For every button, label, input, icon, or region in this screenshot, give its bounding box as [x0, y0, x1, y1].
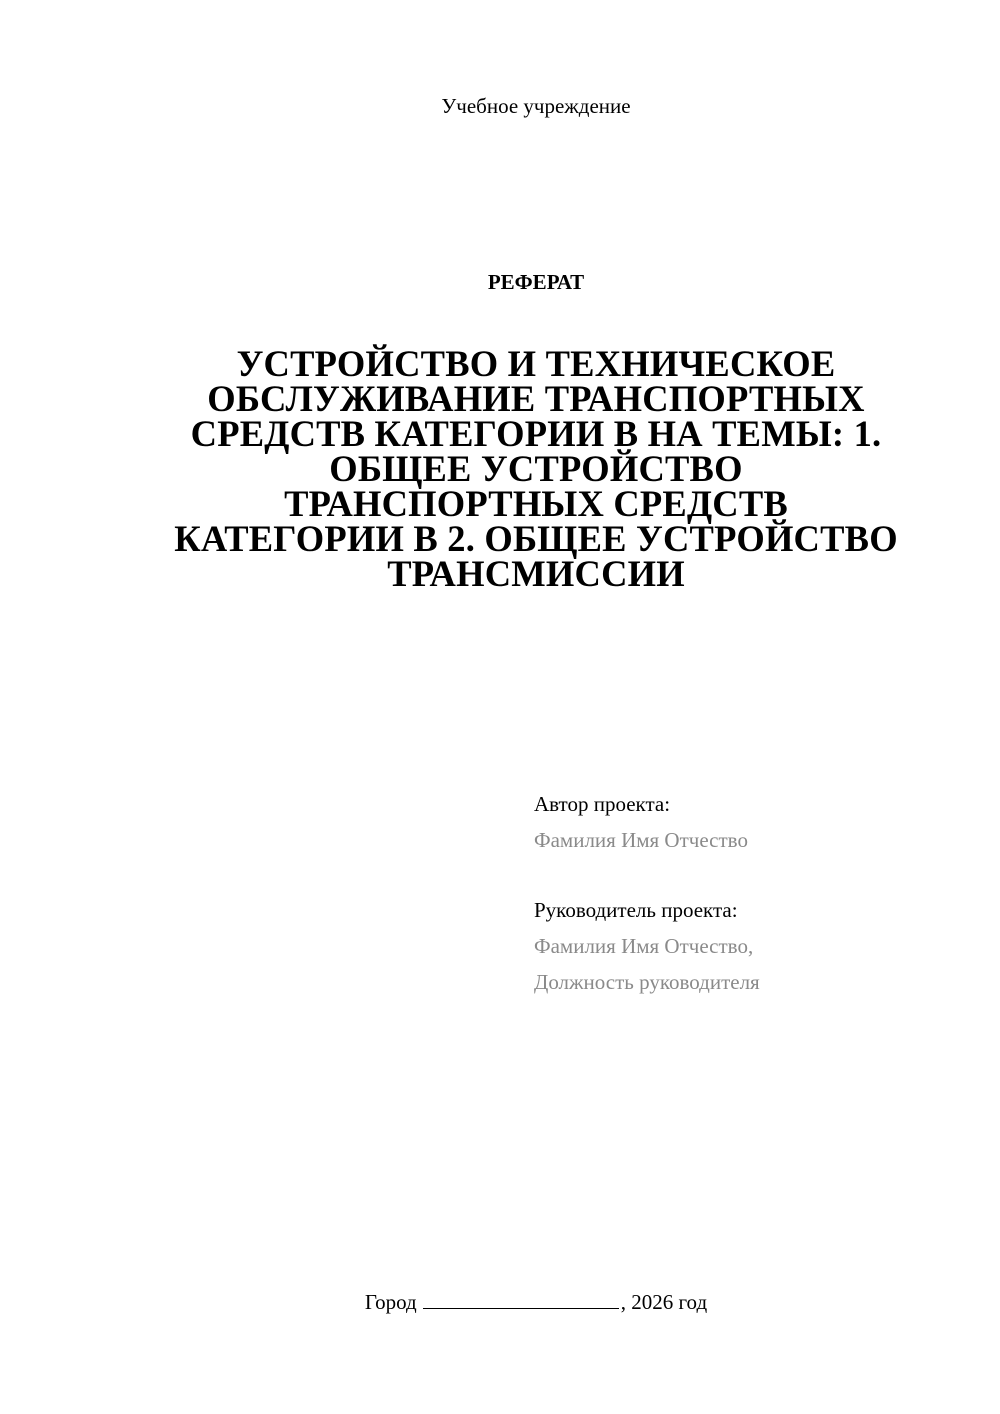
author-block: [534, 786, 748, 858]
title-line: ОБЩЕЕ УСТРОЙСТВО: [329, 448, 743, 489]
institution-name: Учебное учреждение: [441, 94, 631, 118]
document-title: [150, 343, 922, 594]
author-label: Автор проекта:: [534, 792, 671, 816]
year-text: , 2026 год: [620, 1290, 708, 1314]
title-line: ТРАНСПОРТНЫХ СРЕДСТВ: [284, 483, 788, 524]
footer-city-year: [0, 1288, 1000, 1316]
title-line: ТРАНСМИССИИ: [387, 553, 685, 594]
author-name: Фамилия Имя Отчество: [534, 828, 748, 852]
city-label: Город: [364, 1290, 417, 1314]
supervisor-block: [534, 892, 760, 1000]
supervisor-position: Должность руководителя: [534, 970, 760, 994]
city-blank-line: [423, 1288, 619, 1309]
title-line: ОБСЛУЖИВАНИЕ ТРАНСПОРТНЫХ: [207, 378, 865, 419]
supervisor-name: Фамилия Имя Отчество,: [534, 934, 754, 958]
supervisor-label: Руководитель проекта:: [534, 898, 738, 922]
title-line: КАТЕГОРИИ B 2. ОБЩЕЕ УСТРОЙСТВО: [174, 518, 898, 559]
document-type: РЕФЕРАТ: [487, 270, 585, 294]
title-line: УСТРОЙСТВО И ТЕХНИЧЕСКОЕ: [236, 343, 836, 384]
title-line: СРЕДСТВ КАТЕГОРИИ B НА ТЕМЫ: 1.: [190, 413, 882, 454]
